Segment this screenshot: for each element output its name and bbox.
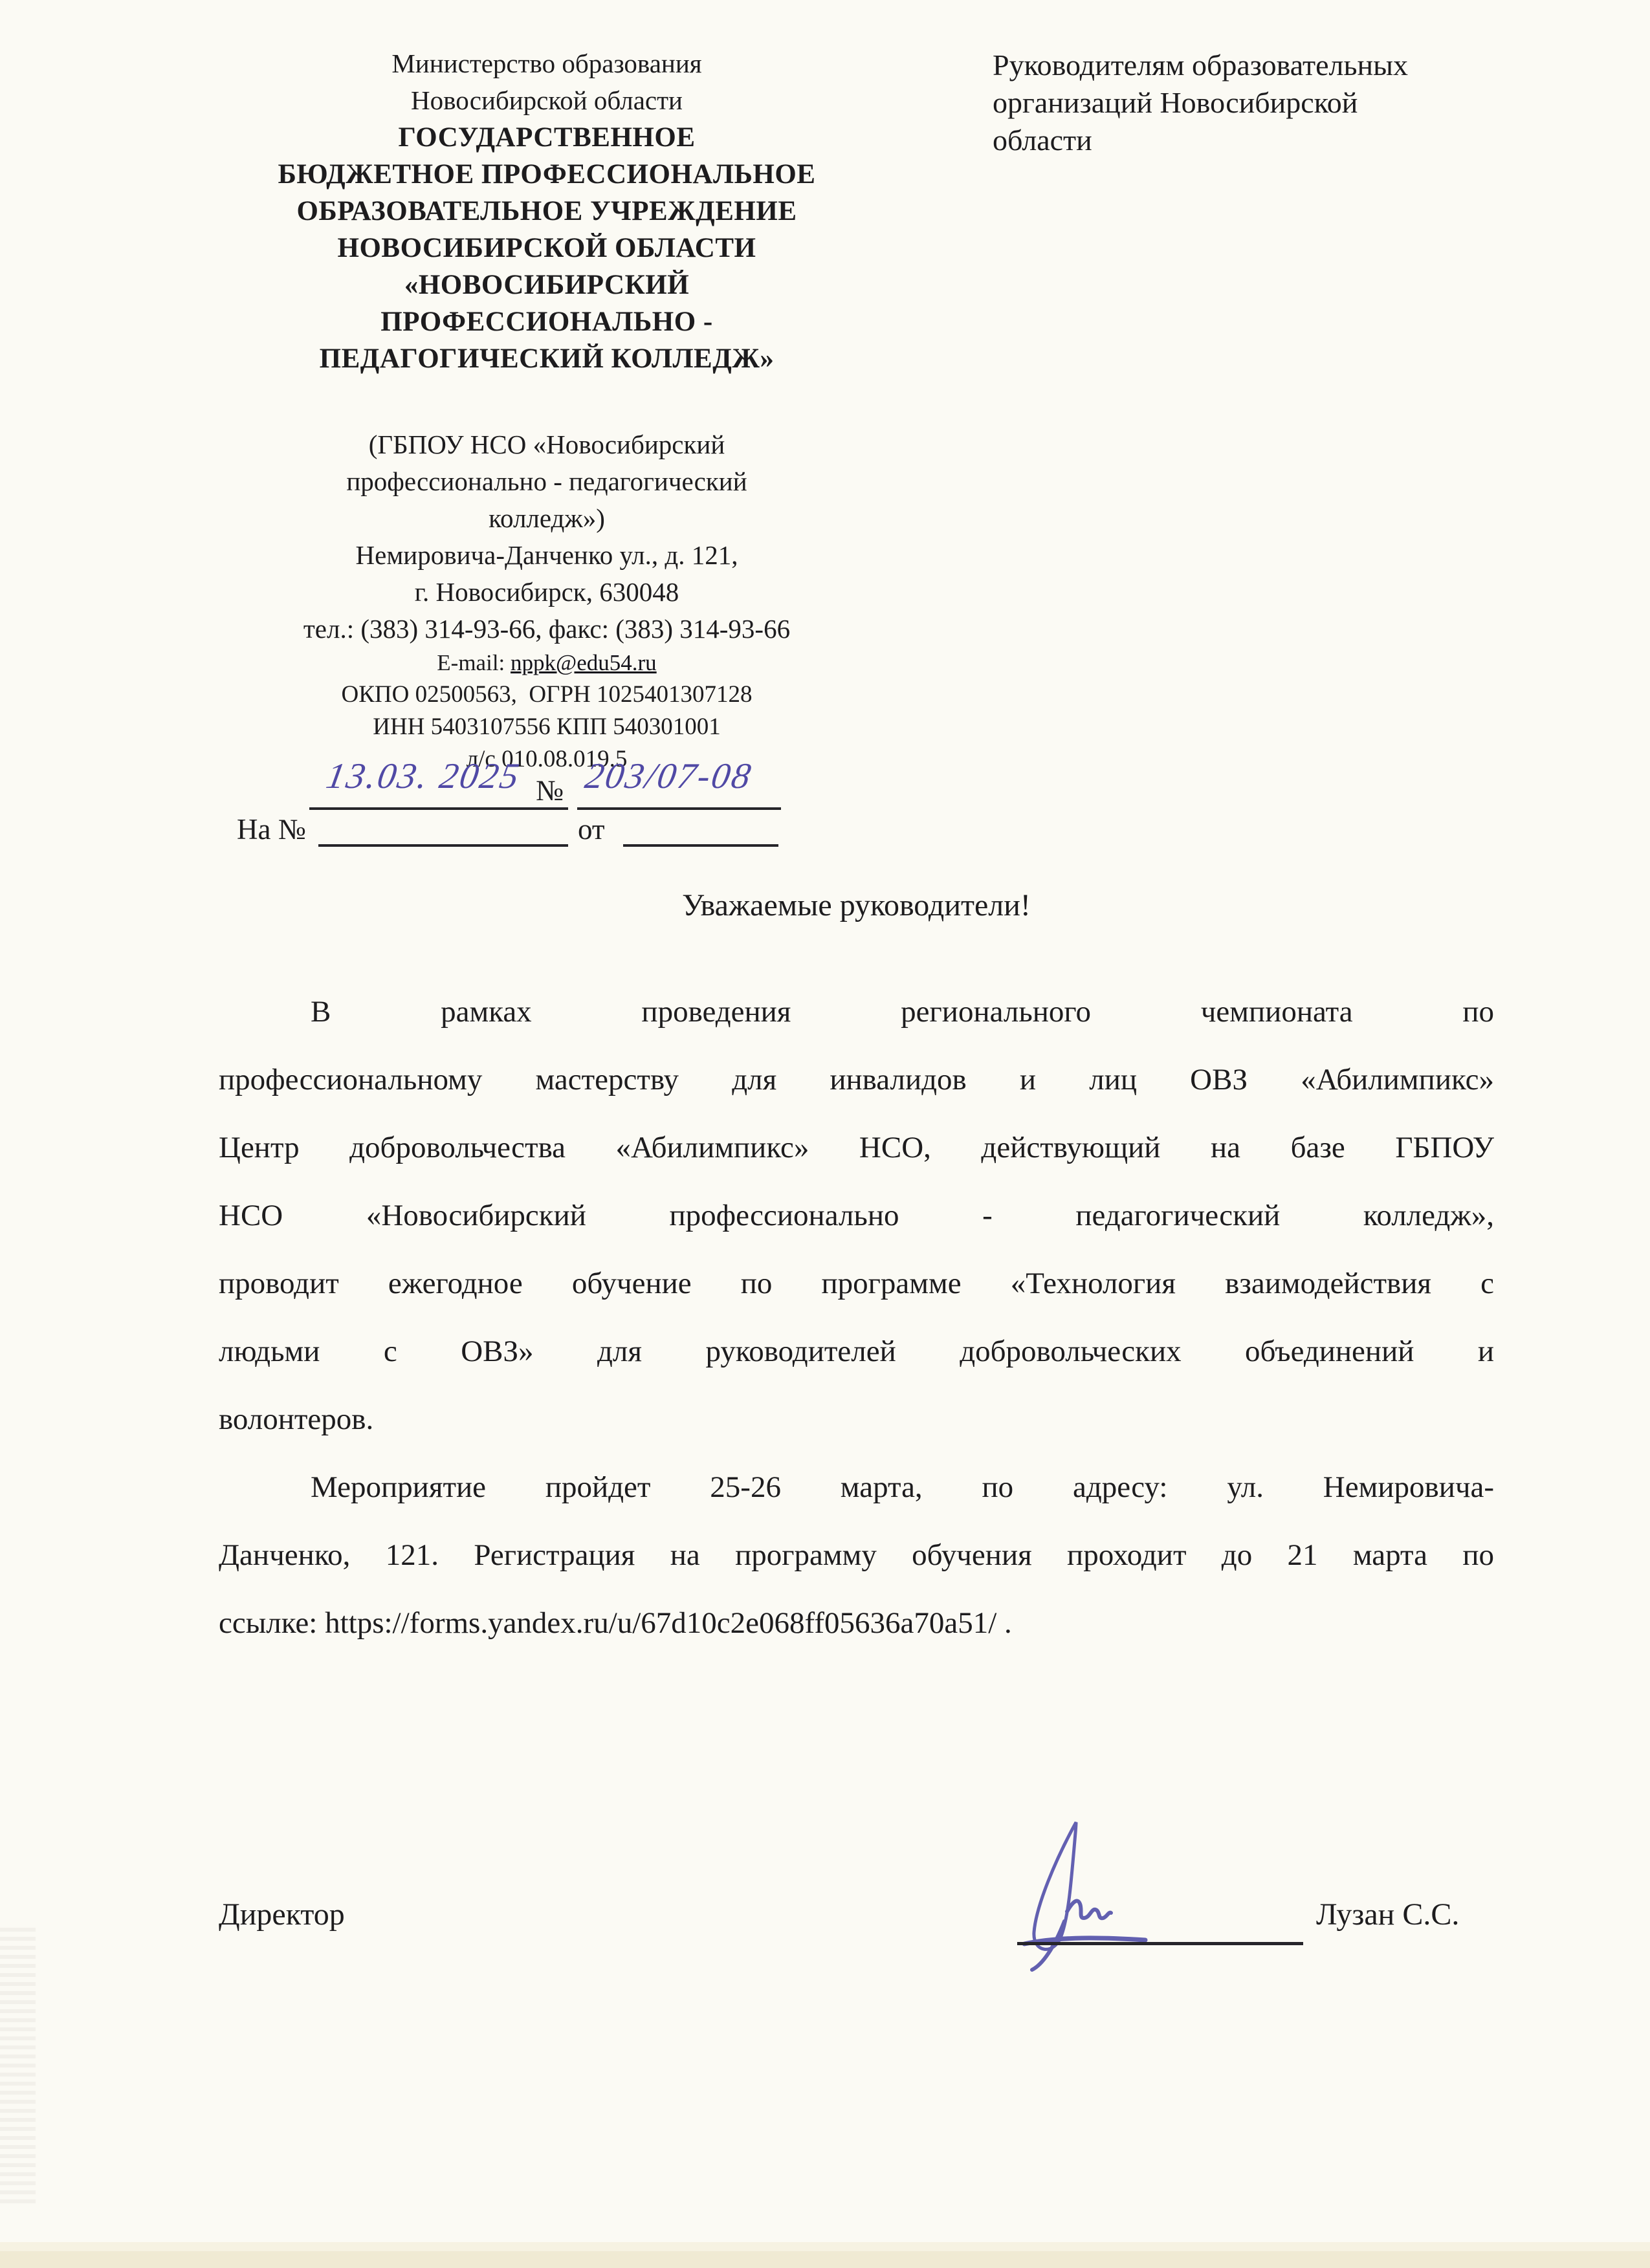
reply-number-underline bbox=[318, 844, 568, 847]
body-line: Центр добровольчества «Абилимпикс» НСО, действующий на базе ГБПОУ bbox=[219, 1131, 1494, 1164]
lh-line: колледж») bbox=[489, 503, 605, 533]
number-sign-label: № bbox=[536, 774, 564, 807]
number-underline bbox=[577, 807, 781, 810]
addressee-block bbox=[993, 47, 1549, 159]
handwritten-signature bbox=[1000, 1815, 1200, 1976]
lh-line: ПРОФЕССИОНАЛЬНО - bbox=[380, 307, 713, 337]
body-line: В рамках проведения регионального чемпионата по bbox=[311, 995, 1494, 1029]
email-link[interactable]: nppk@edu54.ru bbox=[511, 650, 657, 675]
scan-bottom-band bbox=[0, 2251, 1650, 2268]
salutation: Уважаемые руководители! bbox=[682, 888, 1031, 922]
codes-line: ОКПО 02500563, ОГРН 1025401307128 bbox=[341, 681, 753, 708]
ministry-name bbox=[233, 45, 861, 119]
organization-address bbox=[233, 537, 861, 648]
signer-name: Лузан С.С. bbox=[1316, 1897, 1460, 1932]
body-line: Мероприятие пройдет 25-26 марта, по адресу: ул. Немировича- bbox=[311, 1470, 1494, 1504]
addr-line: организаций Новосибирской bbox=[993, 86, 1358, 119]
body-line: НСО «Новосибирский профессионально - педагогический колледж», bbox=[219, 1199, 1494, 1232]
body-line: проводит ежегодное обучение по программе «Технология взаимодействия с bbox=[219, 1267, 1494, 1300]
codes-line: ИНН 5403107556 КПП 540301001 bbox=[373, 714, 721, 740]
scan-edge-noise bbox=[0, 1928, 36, 2206]
reply-date-underline bbox=[623, 844, 778, 847]
lh-line: тел.: (383) 314-93-66, факс: (383) 314-93-66 bbox=[303, 614, 791, 644]
signer-position: Директор bbox=[219, 1897, 345, 1932]
handwritten-number: 203/07-08 bbox=[582, 756, 756, 796]
addr-line: Руководителям образовательных bbox=[993, 49, 1408, 82]
letter-body bbox=[219, 978, 1494, 1657]
body-line: людьми с ОВЗ» для руководителей добровольческих объединений и bbox=[219, 1335, 1494, 1368]
letterhead bbox=[233, 45, 861, 776]
lh-line: ГОСУДАРСТВЕННОЕ bbox=[398, 122, 696, 153]
lh-line: профессионально - педагогический bbox=[346, 466, 747, 496]
lh-line: «НОВОСИБИРСКИЙ bbox=[404, 270, 690, 300]
lh-line: НОВОСИБИРСКОЙ ОБЛАСТИ bbox=[337, 233, 756, 263]
lh-line: Министерство образования bbox=[391, 49, 702, 78]
lh-line: (ГБПОУ НСО «Новосибирский bbox=[368, 430, 725, 459]
lh-line: Немировича-Данченко ул., д. 121, bbox=[355, 540, 738, 570]
body-line: Данченко, 121. Регистрация на программу обучения проходит до 21 марта по bbox=[219, 1538, 1494, 1572]
organization-name bbox=[233, 119, 861, 377]
codes-line: л/с 010.08.019.5 bbox=[466, 746, 628, 772]
organization-codes bbox=[233, 679, 861, 776]
handwritten-date: 13.03. 2025 bbox=[323, 756, 524, 796]
lh-line: г. Новосибирск, 630048 bbox=[414, 577, 679, 607]
date-underline bbox=[309, 807, 568, 810]
email-line bbox=[233, 648, 861, 679]
body-line: ссылке: https://forms.yandex.ru/u/67d10c2e068ff05636a70a51/ . bbox=[219, 1606, 1012, 1640]
scan-bottom-shade bbox=[0, 2242, 1650, 2251]
lh-line: ПЕДАГОГИЧЕСКИЙ КОЛЛЕДЖ» bbox=[319, 343, 775, 374]
lh-line: БЮДЖЕТНОЕ ПРОФЕССИОНАЛЬНОЕ bbox=[278, 159, 816, 190]
reply-from-label: от bbox=[578, 813, 605, 845]
organization-short-name bbox=[233, 426, 861, 537]
lh-line: ОБРАЗОВАТЕЛЬНОЕ УЧРЕЖДЕНИЕ bbox=[296, 196, 797, 226]
email-label: E-mail: bbox=[437, 650, 511, 675]
signature-line bbox=[1017, 1916, 1303, 1945]
addr-line: области bbox=[993, 124, 1092, 157]
reply-to-label: На № bbox=[237, 813, 306, 845]
body-line: волонтеров. bbox=[219, 1402, 374, 1436]
body-line: профессиональному мастерству для инвалидов и лиц ОВЗ «Абилимпикс» bbox=[219, 1063, 1494, 1096]
lh-line: Новосибирской области bbox=[411, 85, 683, 115]
